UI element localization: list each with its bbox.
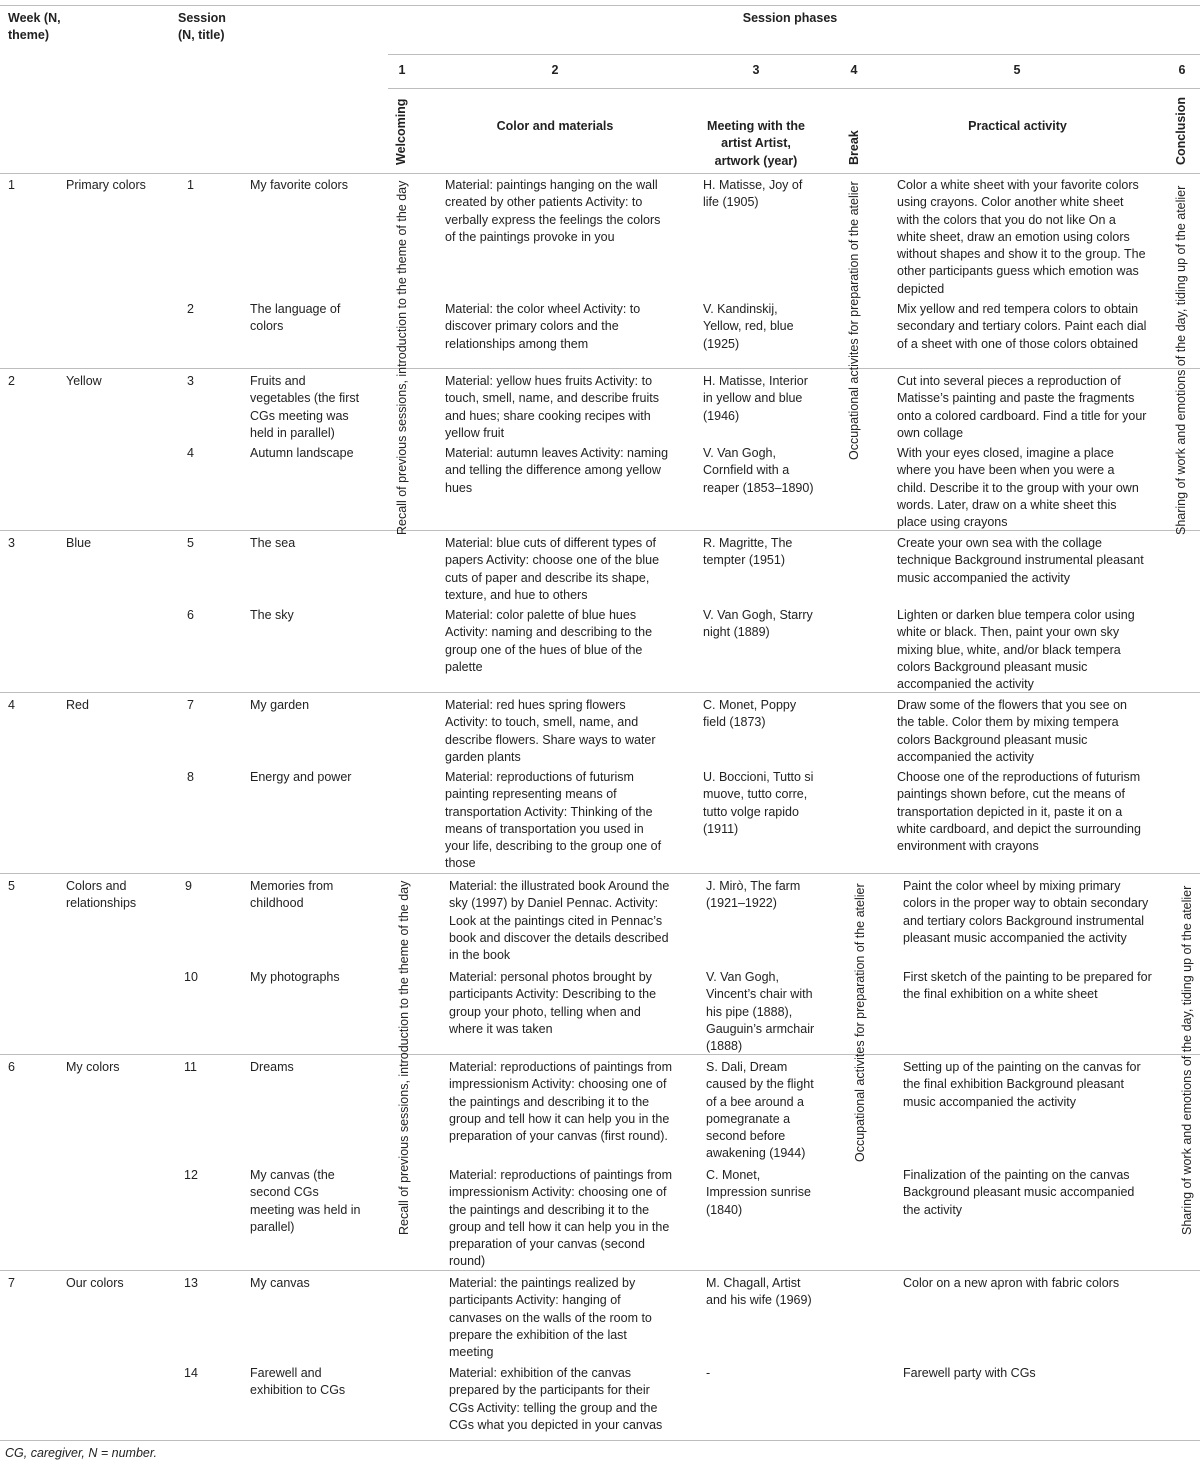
week-theme: Yellow [66,374,102,388]
color-materials-cell: Material: red hues spring flowers Activity: to touch, smell, name, and describe flowers. Share ways to water garden plants [445,698,656,764]
color-materials-cell: Material: autumn leaves Activity: naming and telling the difference among yellow hues [445,446,669,495]
session-number: 1 [187,178,194,192]
phase-number-6: 6 [1178,63,1186,77]
session-number: 3 [187,374,194,388]
break-label: Occupational activites for preparation of the atelier [853,883,867,1162]
top-rule [0,5,1200,6]
artist-cell: U. Boccioni, Tutto si muove, tutto corre, tutto volge rapido (1911) [703,770,814,836]
session-title: My canvas [250,1276,310,1290]
session-number: 5 [187,536,194,550]
color-materials-cell: Material: reproductions of futurism painting representing means of transportation Activity: Thinking of the means of transportation you used in your life, describing to the group one of those [445,770,662,871]
week-number: 1 [8,178,15,192]
practical-activity-cell: First sketch of the painting to be prepared for the final exhibition on a white sheet [903,970,1152,1002]
header-meeting-artist: Meeting with the artist Artist, artwork (year) [707,119,805,168]
practical-activity-cell: Finalization of the painting on the canvas Background pleasant music accompanied the activity [903,1168,1135,1217]
session-number: 14 [184,1366,198,1380]
phase-number-4: 4 [850,63,858,77]
practical-activity-cell: With your eyes closed, imagine a place where you have been when you were a child. Describe it to the group with your own words. Later, draw on a white sheet this place using crayons [897,446,1139,530]
header-conclusion: Conclusion [1174,96,1188,165]
week-separator [0,1054,1200,1055]
week-number: 6 [8,1060,15,1074]
artist-cell: S. Dali, Dream caused by the flight of a bee around a pomegranate a second before awakening (1944) [706,1060,814,1161]
week-separator [0,873,1200,874]
welcoming-label: Recall of previous sessions, introduction to the theme of the day [395,180,409,535]
phase-numbers-rule [388,88,1200,89]
session-title: Fruits and vegetables (the first CGs meeting was held in parallel) [250,374,360,440]
week-number: 5 [8,879,15,893]
color-materials-cell: Material: paintings hanging on the wall created by other patients Activity: to verbally express the feelings the colors of the paintings provoke in you [445,178,661,244]
header-session: Session (N, title) [178,11,226,43]
phases-rule [388,54,1200,55]
week-theme: Red [66,698,89,712]
practical-activity-cell: Paint the color wheel by mixing primary colors in the proper way to obtain secondary and tertiary colors Background instrumental pleasant music accompanied the activity [903,879,1149,945]
practical-activity-cell: Color a white sheet with your favorite colors using crayons. Color another white sheet with the colors that you do not like On a white sheet, draw an emotion using colors without shapes and show it to the group. The other participants guess which emotion was depicted [897,178,1146,296]
practical-activity-cell: Mix yellow and red tempera colors to obtain secondary and tertiary colors. Paint each dial of a sheet with one of those colors obtained [897,302,1147,351]
footer-rule [0,1440,1200,1441]
session-title: My photographs [250,970,340,984]
session-title: My canvas (the second CGs meeting was held in parallel) [250,1168,361,1234]
session-number: 2 [187,302,194,316]
artist-cell: V. Van Gogh, Starry night (1889) [703,608,813,640]
artist-cell: H. Matisse, Joy of life (1905) [703,178,803,210]
week-number: 2 [8,374,15,388]
week-separator [0,368,1200,369]
artist-cell: - [706,1366,711,1380]
color-materials-cell: Material: the paintings realized by participants Activity: hanging of canvases on the walls of the room to prepare the exhibition of the last meeting [449,1276,652,1360]
phase-number-3: 3 [752,63,760,77]
week-number: 7 [8,1276,15,1290]
welcoming-label: Recall of previous sessions, introduction to the theme of the day [397,880,411,1235]
artist-cell: V. Van Gogh, Cornfield with a reaper (1853–1890) [703,446,814,495]
session-title: Energy and power [250,770,352,784]
phase-number-2: 2 [551,63,559,77]
phase-number-5: 5 [1013,63,1021,77]
header-practical-activity: Practical activity [968,119,1067,133]
color-materials-cell: Material: the illustrated book Around the sky (1997) by Daniel Pennac. Activity: Look at the paintings cited in Pennac’s book and discover the details described in the book [449,879,670,963]
session-title: My garden [250,698,310,712]
session-number: 9 [185,879,192,893]
week-number: 4 [8,698,15,712]
session-number: 10 [184,970,198,984]
session-title: The sky [250,608,294,622]
artist-cell: V. Van Gogh, Vincent’s chair with his pipe (1888), Gauguin’s armchair (1888) [706,970,815,1054]
artist-cell: R. Magritte, The tempter (1951) [703,536,793,568]
practical-activity-cell: Farewell party with CGs [903,1366,1036,1380]
color-materials-cell: Material: reproductions of paintings from impressionism Activity: choosing one of the paintings and describing it to the group and tell how it can help you in the preparation of your canvas (second round) [449,1168,673,1269]
table-footnote: CG, caregiver, N = number. [5,1446,158,1460]
session-number: 8 [187,770,194,784]
color-materials-cell: Material: color palette of blue hues Activity: naming and describing to the group one of the hues of blue of the palette [445,608,653,674]
header-session-phases: Session phases [742,11,838,25]
artist-cell: C. Monet, Impression sunrise (1840) [706,1168,811,1217]
week-theme: Our colors [66,1276,124,1290]
week-theme: Primary colors [66,178,146,192]
session-title: The language of colors [250,302,341,334]
practical-activity-cell: Setting up of the painting on the canvas for the final exhibition Background pleasant music accompanied the activity [903,1060,1141,1109]
conclusion-label: Sharing of work and emotions of the day, tiding up of the atelier [1180,885,1194,1235]
session-title: Memories from childhood [250,879,334,911]
session-title: The sea [250,536,296,550]
header-bottom-rule [0,173,1200,174]
session-title: My favorite colors [250,178,348,192]
conclusion-label: Sharing of work and emotions of the day, tiding up of the atelier [1174,185,1188,535]
color-materials-cell: Material: personal photos brought by participants Activity: Describing to the group your photo, telling when and where it was taken [449,970,657,1036]
color-materials-cell: Material: reproductions of paintings from impressionism Activity: choosing one of the paintings and describing it to the group and tell how it can help you in the preparation of your canvas (first round). [449,1060,673,1144]
practical-activity-cell: Choose one of the reproductions of futurism paintings shown before, cut the means of transportation depicted in it, paste it on a white cardboard, and depict the surrounding environment with crayons [897,770,1141,854]
header-welcoming: Welcoming [394,98,408,165]
practical-activity-cell: Cut into several pieces a reproduction of Matisse’s painting and paste the fragments onto a colored cardboard. Find a title for your own collage [897,374,1147,440]
session-title: Autumn landscape [250,446,354,460]
session-number: 7 [187,698,194,712]
color-materials-cell: Material: yellow hues fruits Activity: to touch, smell, name, and describe fruits and hues; share cooking recipes with yellow fruit [445,374,659,440]
week-theme: My colors [66,1060,120,1074]
practical-activity-cell: Draw some of the flowers that you see on the table. Color them by mixing tempera colors Background pleasant music accompanied the activity [897,698,1127,764]
session-title: Dreams [250,1060,294,1074]
practical-activity-cell: Create your own sea with the collage technique Background instrumental pleasant music accompanied the activity [897,536,1144,585]
header-color-materials: Color and materials [496,119,614,133]
artist-cell: V. Kandinskij, Yellow, red, blue (1925) [703,302,794,351]
session-number: 6 [187,608,194,622]
artist-cell: J. Mirò, The farm (1921–1922) [706,879,801,911]
week-theme: Colors and relationships [66,879,137,911]
artist-cell: H. Matisse, Interior in yellow and blue (1946) [703,374,808,423]
break-label: Occupational activites for preparation of the atelier [847,181,861,460]
color-materials-cell: Material: the color wheel Activity: to discover primary colors and the relationships among them [445,302,641,351]
artist-cell: M. Chagall, Artist and his wife (1969) [706,1276,812,1308]
session-number: 11 [184,1060,197,1074]
practical-activity-cell: Color on a new apron with fabric colors [903,1276,1120,1290]
week-number: 3 [8,536,15,550]
color-materials-cell: Material: blue cuts of different types of papers Activity: choose one of the blue cuts of paper and describe its shape, texture, and hue to others [445,536,660,602]
phase-number-1: 1 [398,63,406,77]
session-number: 13 [184,1276,198,1290]
week-theme: Blue [66,536,92,550]
color-materials-cell: Material: exhibition of the canvas prepared by the participants for their CGs Activity: telling the group and the CGs what you depicted in your canvas [449,1366,663,1432]
session-title: Farewell and exhibition to CGs [250,1366,346,1398]
header-week: Week (N, theme) [8,11,61,43]
header-break: Break [847,130,861,165]
session-number: 12 [184,1168,198,1182]
practical-activity-cell: Lighten or darken blue tempera color using white or black. Then, paint your own sky mixing blue, white, and/or black tempera colors Background pleasant music accompanied the activity [897,608,1135,692]
session-number: 4 [187,446,194,460]
artist-cell: C. Monet, Poppy field (1873) [703,698,797,730]
